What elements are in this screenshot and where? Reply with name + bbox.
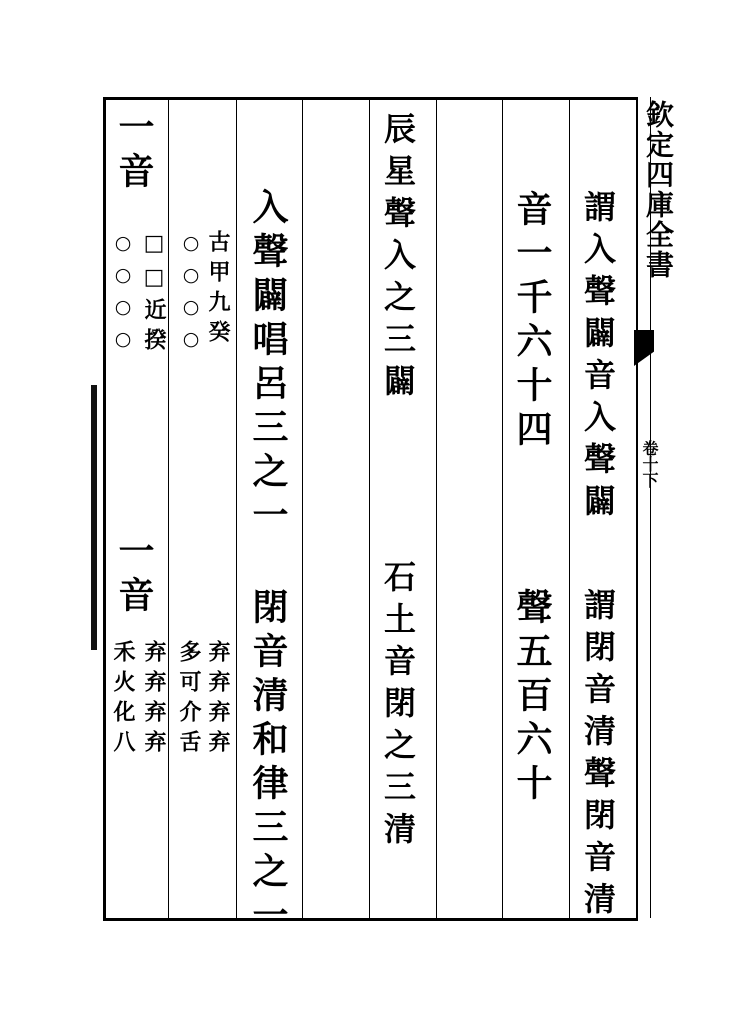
column-text: 入聲闢唱呂三之一 [247, 188, 289, 540]
column-rule [569, 97, 570, 918]
column-rule [302, 97, 303, 918]
column-text: 一音 [113, 532, 155, 620]
column-text: 謂入聲闢音入聲闢 [579, 190, 617, 526]
column-text: 弃弃弃弃 [141, 640, 167, 760]
column-text: ○○○○ [112, 232, 134, 360]
column-text: 弃弃弃弃 [205, 640, 231, 760]
column-text: 音一千六十四 [511, 190, 553, 454]
column-text: 古甲九癸 [205, 230, 231, 350]
binding-bar [91, 385, 97, 650]
column-rule [502, 97, 503, 918]
column-text: □□近揆 [141, 230, 167, 358]
column-text: 禾火化八 [110, 640, 136, 760]
column-text: 閉音清和律三之一 [247, 588, 289, 940]
column-text: 聲五百六十 [511, 588, 553, 808]
page-frame [103, 97, 638, 921]
column-text: 辰星聲入之三闢 [379, 112, 417, 406]
column-text: 石土音閉之三清 [379, 560, 417, 854]
column-rule [168, 97, 169, 918]
column-rule [369, 97, 370, 918]
column-text: 多可介舌 [176, 640, 202, 760]
margin-title: 欽定四庫全書 [642, 100, 675, 280]
column-text: ○○○○ [180, 232, 202, 360]
column-text: 一音 [113, 108, 155, 196]
column-rule [236, 97, 237, 918]
fish-tail-mark [634, 330, 654, 366]
column-text: 謂閉音清聲閉音清 [579, 588, 617, 924]
juan-label: 卷十下 [640, 440, 659, 488]
column-rule [436, 97, 437, 918]
